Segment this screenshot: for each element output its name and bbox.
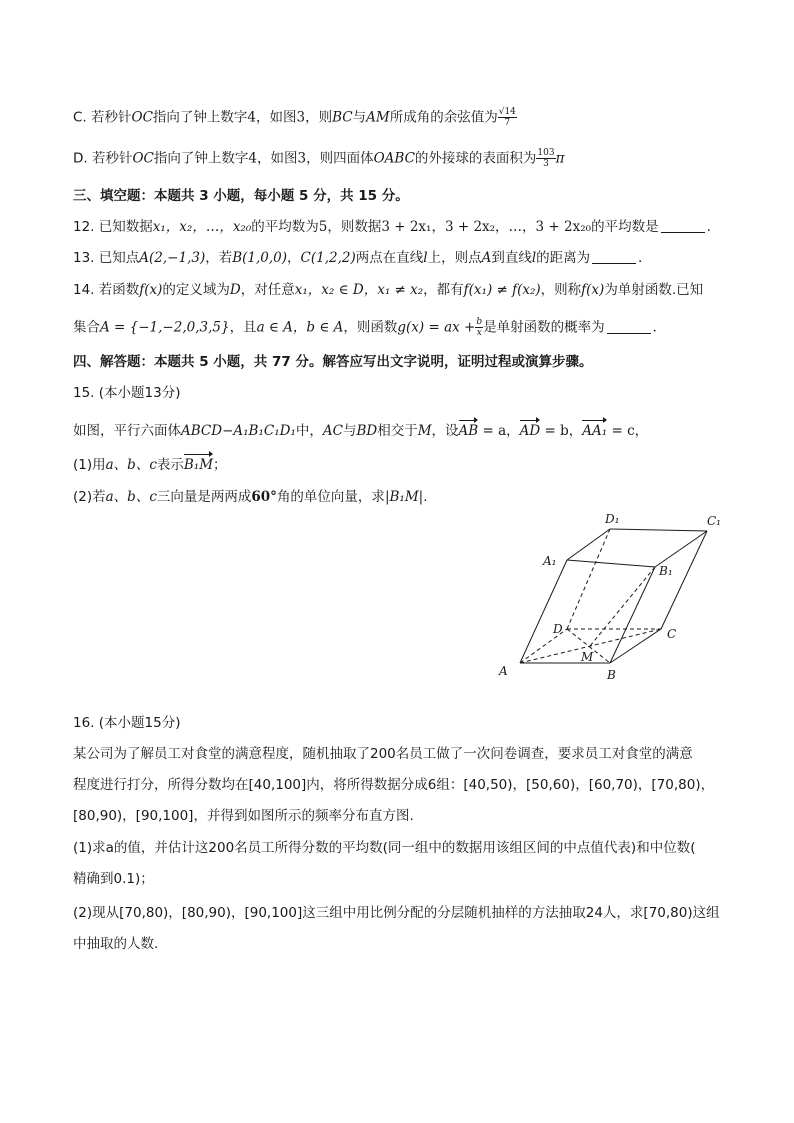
section-heading-solutions: 四、解答题：本题共 5 小题，共 77 分。解答应写出文字说明，证明过程或演算步骤。 bbox=[73, 354, 593, 370]
label-b1: B₁ bbox=[659, 564, 673, 578]
label-c1: C₁ bbox=[707, 514, 721, 528]
label-m: M bbox=[581, 650, 594, 664]
question-16-line-1: 某公司为了解员工对食堂的满意程度，随机抽取了200名员工做了一次问卷调查，要求员工对食堂的满意 bbox=[73, 746, 693, 762]
question-16-line-7: 中抽取的人数. bbox=[73, 936, 159, 952]
parallelepiped-figure bbox=[495, 505, 735, 685]
answer-blank bbox=[661, 218, 705, 233]
fraction: $\frac{103}{3}$ bbox=[537, 148, 555, 169]
question-15-title: 15. (本小题13分) bbox=[73, 385, 181, 401]
question-16-line-5: 精确到0.1)； bbox=[73, 871, 154, 887]
option-c: C. 若秒针OC指向了钟上数字4，如图3，则BC与AM所成角的余弦值为 $\frac{√14}{7}$ bbox=[73, 107, 516, 128]
label-d: D bbox=[553, 622, 563, 636]
segment-b1-m bbox=[590, 567, 655, 646]
section-heading-fill-in: 三、填空题：本题共 3 小题，每小题 5 分，共 15 分。 bbox=[73, 188, 409, 204]
question-14-line-1: 14. 若函数f(x)的定义域为D，对任意x₁，x₂ ∈ D，x₁ ≠ x₂，都有f(x₁) ≠ f(x₂)，则称f(x)为单射函数.已知 bbox=[73, 282, 704, 298]
question-16-line-2: 程度进行打分，所得分数均在[40,100]内，将所得数据分成6组：[40,50)，[50,60)，[60,70)，[70,80)， bbox=[73, 777, 715, 793]
question-16-line-6: (2)现从[70,80)，[80,90)，[90,100]这三组中用比例分配的分层随机抽样的方法抽取24人，求[70,80)这组 bbox=[73, 905, 720, 921]
question-14-line-2: 集合A = {−1,−2,0,3,5}，且a ∈ A，b ∈ A，则函数g(x) = ax + $\frac{b}{x}$ 是单射函数的概率为 ． bbox=[73, 317, 667, 338]
question-12: 12. 已知数据x₁，x₂，…，x₂₀的平均数为5，则数据3 + 2x₁，3 + 2x₂，…，3 + 2x₂₀的平均数是 ． bbox=[73, 219, 721, 235]
fraction: $\frac{√14}{7}$ bbox=[498, 107, 516, 128]
question-15-part-1: (1)用a、b、c表示B₁M； bbox=[73, 457, 227, 473]
option-d: D. 若秒针OC指向了钟上数字4，如图3，则四面体OABC的外接球的表面积为 $\frac{103}{3}$ π bbox=[73, 148, 565, 169]
edge-c1-d1 bbox=[610, 529, 707, 531]
label-a1: A₁ bbox=[543, 554, 557, 568]
edge-a1-b1 bbox=[567, 560, 655, 567]
edge-c-c1 bbox=[661, 531, 707, 629]
question-15-stem: 如图，平行六面体ABCD−A₁B₁C₁D₁中，AC与BD相交于M，设AB = a，AD = b，AA₁ = c， bbox=[73, 423, 649, 439]
label-b: B bbox=[607, 668, 616, 682]
label-a: A bbox=[499, 664, 508, 678]
fraction: $\frac{b}{x}$ bbox=[476, 317, 483, 338]
answer-blank bbox=[607, 319, 651, 334]
label-c: C bbox=[667, 627, 677, 641]
question-16-line-3: [80,90)，[90,100]，并得到如图所示的频率分布直方图. bbox=[73, 808, 414, 824]
edge-a-a1 bbox=[520, 560, 567, 663]
label-d1: D₁ bbox=[605, 512, 620, 526]
question-15-part-2: (2)若a、b、c三向量是两两成60°角的单位向量，求|B₁M|. bbox=[73, 489, 428, 505]
question-16-line-4: (1)求a的值，并估计这200名员工所得分数的平均数(同一组中的数据用该组区间的中点值代表)和中位数( bbox=[73, 840, 696, 856]
question-13: 13. 已知点A(2,−1,3)，若B(1,0,0)，C(1,2,2)两点在直线l上，则点A到直线l的距离为 ． bbox=[73, 250, 652, 266]
answer-blank bbox=[592, 249, 636, 264]
question-16-title: 16. (本小题15分) bbox=[73, 715, 181, 731]
edge-b1-c1 bbox=[655, 531, 707, 567]
